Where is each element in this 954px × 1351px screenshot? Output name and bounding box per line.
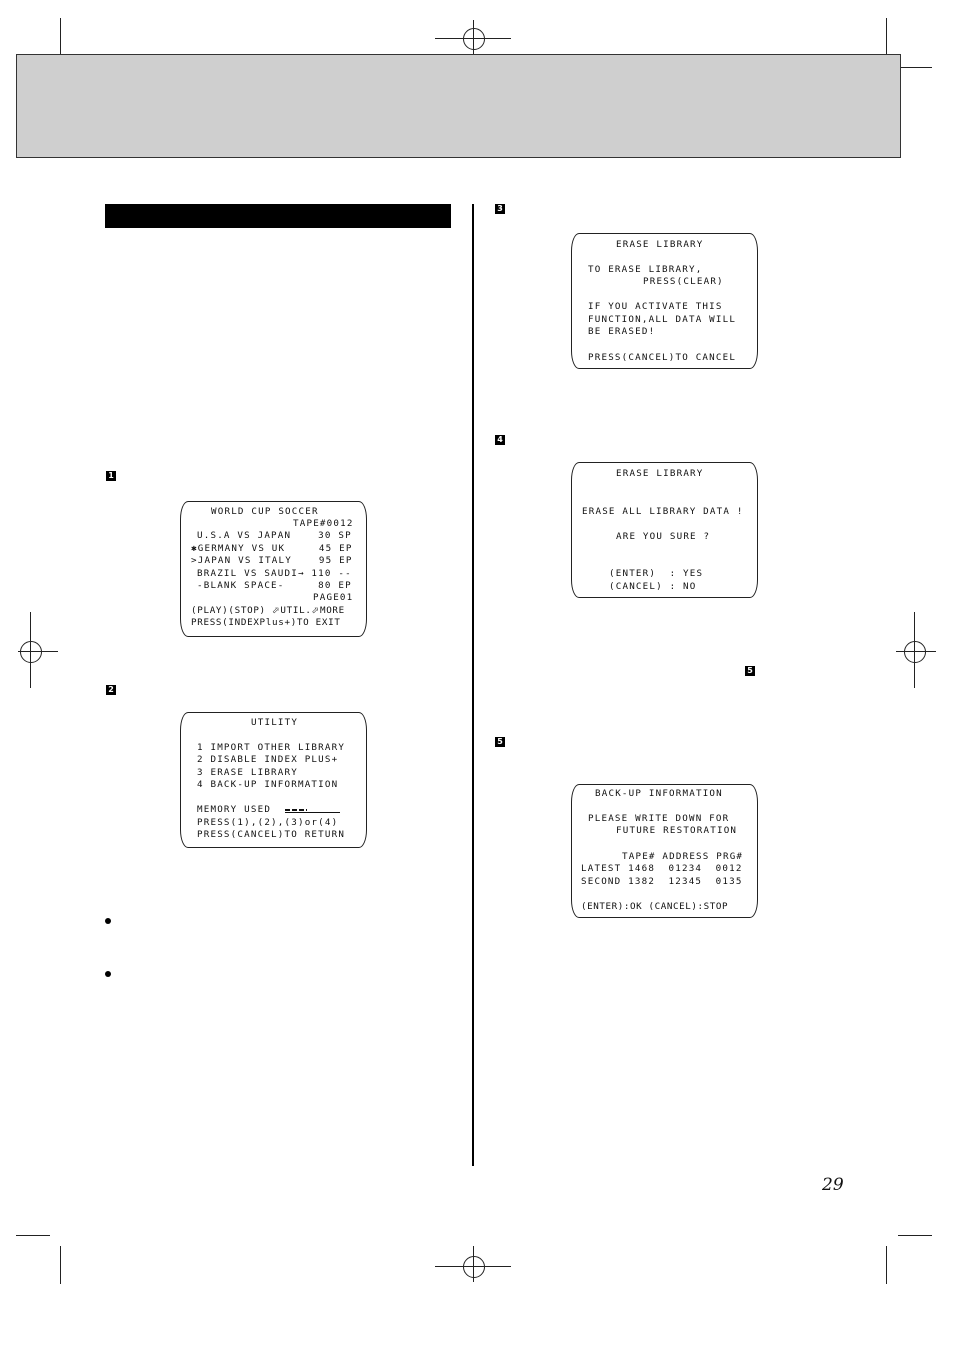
screen-line: (ENTER):OK (CANCEL):STOP <box>581 901 729 912</box>
registration-line <box>473 20 474 56</box>
screen-line: PLEASE WRITE DOWN FOR <box>588 813 730 824</box>
registration-line <box>30 612 31 688</box>
screen-line: TO ERASE LIBRARY, <box>588 264 703 275</box>
registration-mark <box>20 641 42 663</box>
column-divider <box>472 204 474 1166</box>
screen-line: LATEST 1468 01234 0012 <box>581 863 743 874</box>
section-title-bar <box>105 204 451 228</box>
screen-line: PRESS(CANCEL)TO CANCEL <box>588 352 737 363</box>
crop-mark <box>886 1246 887 1284</box>
screen-line: IF YOU ACTIVATE THIS <box>588 301 723 312</box>
screen-line: ERASE LIBRARY <box>616 468 704 479</box>
step-marker-3: 3 <box>495 204 505 214</box>
screen-line: PRESS(CLEAR) <box>643 276 724 287</box>
memory-used-fill <box>285 809 307 811</box>
screen-line: 2 DISABLE INDEX PLUS+ <box>197 754 339 765</box>
screen-line: ERASE LIBRARY <box>616 239 704 250</box>
screen-line: >JAPAN VS ITALY 95 EP <box>191 555 353 566</box>
step-marker-5-reference: 5 <box>745 666 755 676</box>
screen-line: BRAZIL VS SAUDI→ 110 -- <box>197 568 352 579</box>
screen-line: SECOND 1382 12345 0135 <box>581 876 743 887</box>
tv-screen-backup-information <box>571 784 758 918</box>
screen-line: BACK-UP INFORMATION <box>595 788 723 799</box>
crop-mark <box>16 1235 50 1236</box>
screen-line: MEMORY USED <box>197 804 272 815</box>
step-marker-4: 4 <box>495 435 505 445</box>
screen-line: PRESS(1),(2),(3)or(4) <box>197 817 339 828</box>
crop-mark <box>60 1246 61 1284</box>
step-marker-2: 2 <box>106 685 116 695</box>
screen-line: WORLD CUP SOCCER <box>211 506 319 517</box>
screen-line: TAPE#0012 <box>293 518 354 529</box>
screen-line: 4 BACK-UP INFORMATION <box>197 779 339 790</box>
screen-line: PRESS(CANCEL)TO RETURN <box>197 829 346 840</box>
bullet-point <box>105 971 111 977</box>
registration-line <box>473 1246 474 1282</box>
registration-mark <box>904 641 926 663</box>
screen-line: ✱GERMANY VS UK 45 EP <box>191 543 353 554</box>
screen-line: PAGE01 <box>313 592 354 603</box>
bullet-point <box>105 918 111 924</box>
screen-line: (CANCEL) : NO <box>609 581 697 592</box>
screen-line: 3 ERASE LIBRARY <box>197 767 298 778</box>
registration-line <box>896 651 936 652</box>
tv-screen-utility-menu <box>180 712 367 848</box>
step-marker-5: 5 <box>495 737 505 747</box>
tv-screen-erase-library <box>571 233 758 369</box>
tv-screen-erase-confirm <box>571 462 758 598</box>
memory-used-bar <box>285 812 340 813</box>
screen-line: BE ERASED! <box>588 326 656 337</box>
screen-line: (PLAY)(STOP) ⬀UTIL.⬀MORE <box>191 605 345 616</box>
screen-line: TAPE# ADDRESS PRG# <box>622 851 744 862</box>
screen-line: PRESS(INDEXPlus+)TO EXIT <box>191 617 341 628</box>
crop-mark <box>898 1235 932 1236</box>
screen-line: U.S.A VS JAPAN 30 SP <box>197 530 352 541</box>
screen-line: UTILITY <box>251 717 299 728</box>
crop-mark <box>898 67 932 68</box>
tv-screen-library-list <box>180 501 367 637</box>
screen-line: ERASE ALL LIBRARY DATA ! <box>582 506 744 517</box>
registration-line <box>18 651 58 652</box>
screen-line: FUNCTION,ALL DATA WILL <box>588 314 737 325</box>
registration-line <box>914 612 915 688</box>
screen-line: (ENTER) : YES <box>609 568 704 579</box>
crop-mark <box>60 18 61 56</box>
screen-line: 1 IMPORT OTHER LIBRARY <box>197 742 346 753</box>
step-marker-1: 1 <box>106 471 116 481</box>
page-number: 29 <box>822 1175 844 1195</box>
crop-mark <box>886 18 887 56</box>
header-band <box>16 54 901 158</box>
registration-mark <box>463 1256 485 1278</box>
registration-mark <box>463 28 485 50</box>
screen-line: ARE YOU SURE ? <box>616 531 711 542</box>
screen-line: FUTURE RESTORATION <box>616 825 738 836</box>
screen-line: -BLANK SPACE- 80 EP <box>197 580 352 591</box>
